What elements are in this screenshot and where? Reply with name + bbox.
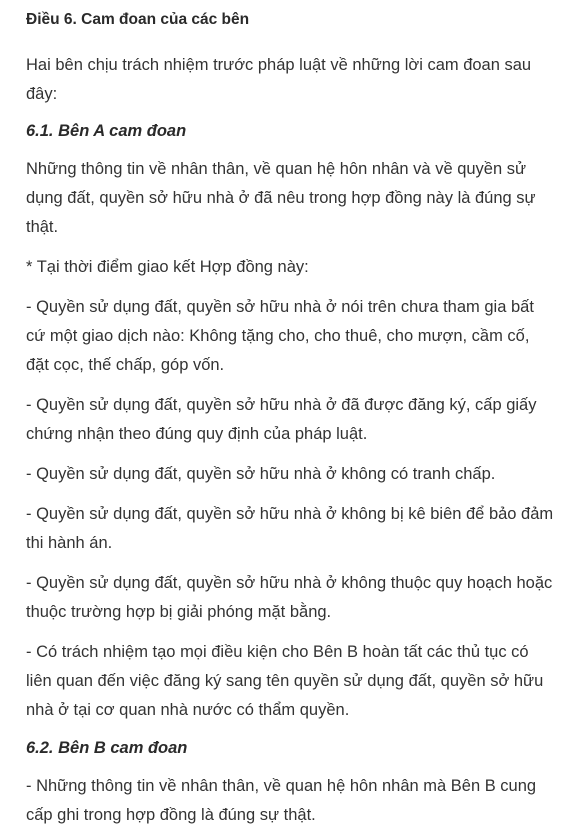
ben-a-paragraph-7: - Quyền sử dụng đất, quyền sở hữu nhà ở không thuộc quy hoạch hoặc thuộc trường hợp bị giải phóng mặt bằng.: [26, 574, 553, 621]
ben-a-paragraph-4: - Quyền sử dụng đất, quyền sở hữu nhà ở đã được đăng ký, cấp giấy chứng nhận theo đúng quy định của pháp luật.: [26, 396, 537, 443]
section-heading-ben-a: 6.1. Bên A cam đoan: [26, 122, 187, 140]
article-intro: Hai bên chịu trách nhiệm trước pháp luật về những lời cam đoan sau đây:: [26, 56, 532, 103]
ben-b-paragraph-1: - Những thông tin về nhân thân, về quan hệ hôn nhân mà Bên B cung cấp ghi trong hợp đồng là đúng sự thật.: [26, 777, 537, 824]
ben-a-paragraph-8: - Có trách nhiệm tạo mọi điều kiện cho Bên B hoàn tất các thủ tục có liên quan đến việc đăng ký sang tên quyền sử dụng đất, quyền sở hữu nhà ở tại cơ quan nhà nước có thẩm quyền.: [26, 643, 544, 719]
ben-a-paragraph-3: - Quyền sử dụng đất, quyền sở hữu nhà ở nói trên chưa tham gia bất cứ một giao dịch nào: Không tặng cho, cho thuê, cho mượn, cầm cố, đặt cọc, thế chấp, góp vốn.: [26, 298, 534, 374]
article-title: Điều 6. Cam đoan của các bên: [26, 11, 250, 28]
ben-a-paragraph-6: - Quyền sử dụng đất, quyền sở hữu nhà ở không bị kê biên để bảo đảm thi hành án.: [26, 505, 554, 552]
ben-a-paragraph-2: * Tại thời điểm giao kết Hợp đồng này:: [26, 258, 309, 276]
section-heading-ben-b: 6.2. Bên B cam đoan: [26, 739, 188, 757]
ben-a-paragraph-1: Những thông tin về nhân thân, về quan hệ hôn nhân và về quyền sử dụng đất, quyền sở hữu nhà ở đã nêu trong hợp đồng này là đúng sự thật.: [26, 160, 536, 236]
ben-a-paragraph-5: - Quyền sử dụng đất, quyền sở hữu nhà ở không có tranh chấp.: [26, 465, 496, 483]
